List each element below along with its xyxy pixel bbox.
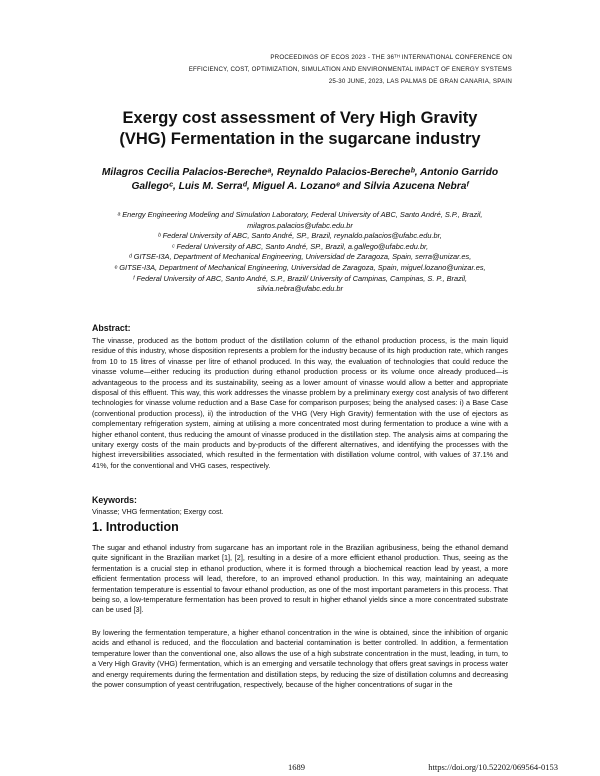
header-line-2: EFFICIENCY, COST, OPTIMIZATION, SIMULATION AND ENVIRONMENTAL IMPACT OF ENERGY SYSTEMS <box>188 66 512 73</box>
author-list: Milagros Cecilia Palacios-Berecheᵃ, Reynaldo Palacios-Berecheᵇ, Antonio Garrido Gallegoᶜ, Luis M. Serraᵈ, Miguel A. Lozanoᵉ and Silvia Azucena Nebraᶠ <box>101 167 499 192</box>
affiliations <box>110 210 490 295</box>
abstract-label: Abstract: <box>92 323 131 333</box>
affiliation-e: ᵉ GITSE-I3A, Department of Mechanical Engineering, Universidad de Zaragoza, Spain, miguel.lozano@unizar.es, <box>114 262 486 272</box>
introduction-heading: 1. Introduction <box>92 520 179 534</box>
doi-link[interactable]: https://doi.org/10.52202/069564-0153 <box>428 762 558 772</box>
conference-header <box>160 52 512 88</box>
page-number: 1689 <box>288 762 305 772</box>
introduction-paragraph-1: The sugar and ethanol industry from sugarcane has an important role in the Brazilian agribusiness, being the ethanol demand quite significant in the Brazilian market [1], [2], resulting in a desire of a more efficient ethanol production. Thus, seeing as the fermentation is a crucial step in ethanol production, where it is formed through a biochemical reaction lead by yeast, a more efficient fermentation process will lead, therefore, to an improved ethanol production. In this way, maintaining an adequate fermentation temperature is essential to favour ethanol production, as one of the most important parameters in this process. That being so, a low-temperature fermentation has been proved to result in higher ethanol yields since a more concentrated substrate can be used [3]. <box>92 543 508 615</box>
affiliation-f: ᶠ Federal University of ABC, Santo André, S.P., Brazil/ University of Campinas, Campinas, S. P., Brazil, silvia.nebra@ufabc.edu.br <box>132 273 468 294</box>
affiliation-a: ᵃ Energy Engineering Modeling and Simulation Laboratory, Federal University of ABC, Santo André, S.P., Brazil, milagros.palacios@ufabc.edu.br <box>117 210 483 230</box>
affiliation-c: ᶜ Federal University of ABC, Santo André, SP., Brazil, a.gallego@ufabc.edu.br, <box>171 241 429 251</box>
title-line-1: Exergy cost assessment of Very High Gravity <box>122 109 478 127</box>
abstract-text: The vinasse, produced as the bottom product of the distillation column of the ethanol production process, is the main liquid residue of this industry, whose disposition represents a problem for the industry because of its high production rate, which ranges from 10 to 15 litres of vinasse per litre of ethanol produced. In this way, the evaluation of technologies that could reduce the vinasse volume—either reducing its production during ethanol production process or its volume once already produced—is advantageous to the process and its sustainability, seeing as a lower amount of vinasse would allow a better and appropriate disposal of this effluent. This way, this work addresses the vinasse problem by a preliminary exergy cost analysis of two different technologies for vinasse volume reduction and a Base Case for comparison purposes; being the analysed cases: i) a Base Case (conventional production process), ii) the introduction of the VHG (Very High Gravity) fermentation with the use of ejectors as complementary refrigeration system, aiming at utilising a more concentrated most during fermentation to produce a wine with a higher ethanol content, thus reducing the amount of vinasse produced in the distillation step. The analysis aims at comparing the unitary exergy costs of the main products and by-products of the different alternatives, and identifying the processes with the highest irreversibilities associated, which resulted in the fermentation with distillation volume control, with values of 37.1% and 41%, for the conventional and VHG cases, respectively. <box>92 336 508 470</box>
title-line-2: (VHG) Fermentation in the sugarcane industry <box>119 130 481 148</box>
introduction-paragraph-2: By lowering the fermentation temperature, a higher ethanol concentration in the wine is obtained, since the inhibition of organic acids and ethanol is reduced, and the flocculation and bacterial contamination is better controlled. In addition, a fermentation temperature lower than the conventional one, also allows the use of a high substrate concentration in the must, leading, in turn, to a Very High Gravity (VHG) fermentation, which is an emerging and versatile technology that offers great savings in process water and energy requirements during the fermentation and distillation steps, by reducing the size of distillation columns and decreasing the power consumption of yeast centrifugation, respectively, because of the higher concentrations of sugar in the <box>92 628 508 690</box>
keywords-label: Keywords: <box>92 495 137 505</box>
keywords-text: Vinasse; VHG fermentation; Exergy cost. <box>92 507 224 516</box>
affiliation-d: ᵈ GITSE-I3A, Department of Mechanical Engineering, Universidad de Zaragoza, Spain, serra@unizar.es, <box>128 252 472 262</box>
header-line-3: 25-30 JUNE, 2023, LAS PALMAS DE GRAN CANARIA, SPAIN <box>328 78 512 85</box>
affiliation-b: ᵇ Federal University of ABC, Santo André, SP., Brazil, reynaldo.palacios@ufabc.edu.br, <box>158 231 442 241</box>
header-line-1: PROCEEDINGS OF ECOS 2023 - THE 36ᵀᴴ INTERNATIONAL CONFERENCE ON <box>270 54 512 61</box>
paper-title <box>80 108 520 150</box>
